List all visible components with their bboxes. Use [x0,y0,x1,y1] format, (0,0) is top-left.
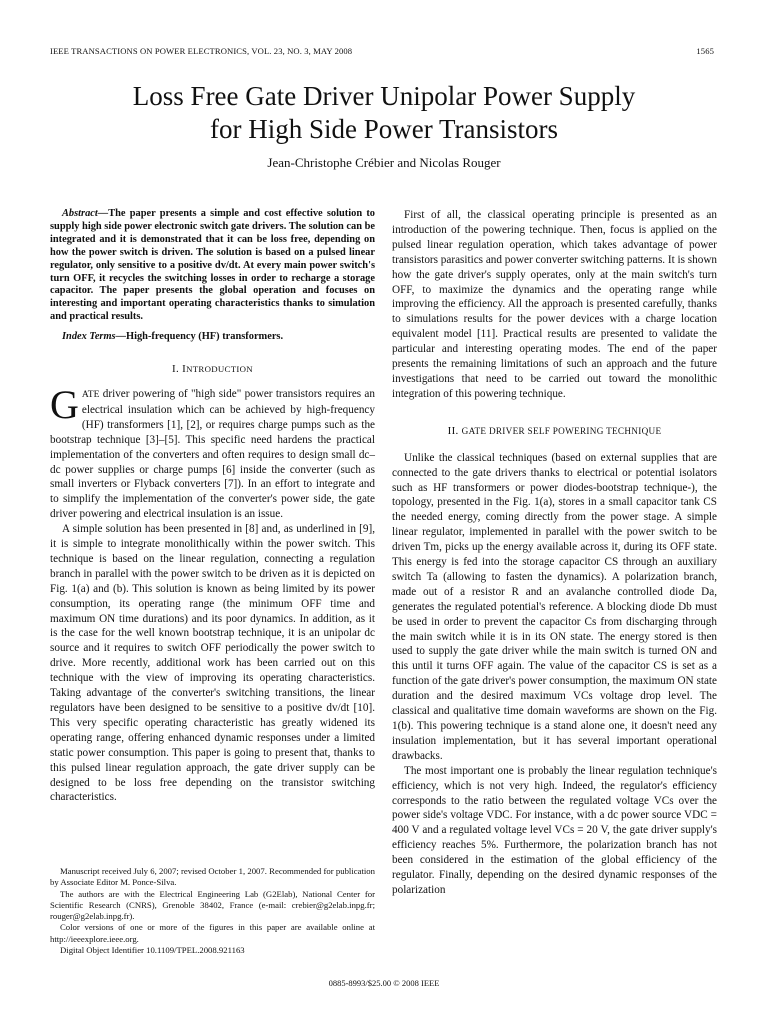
title-line-2: for High Side Power Transistors [209,114,559,144]
right-paragraph-1: First of all, the classical operating principle is presented as an introduction of the powering technique. Then, focus is applied on the pulsed linear regulation operation, which takes advantage of power transistors parasitics and power converter switching patterns. It is shown how the gate driver's supply operates, only at the main switch's turn OFF, to maximize the dynamics and the operating range while improving the efficiency. All the approach is presented carefully, thanks to simulations results for the power devices with a charge location equivalent model [11]. Practical results are presented to validate the particular and interesting operating modes. The end of the paper presents the remaining limitations of such an approach and the future investigations that need to be carried out toward the monolithic integration of this powering technique. [392,209,717,400]
title-line-1: Loss Free Gate Driver Unipolar Power Supply [132,81,636,111]
lead-word: ATE [81,388,100,400]
right-column [392,208,717,898]
section-heading-gate-driver [392,424,717,439]
index-terms [50,331,375,344]
page-number: 1565 [696,46,714,56]
journal-header: IEEE TRANSACTIONS ON POWER ELECTRONICS, VOL. 23, NO. 3, MAY 2008 [50,46,353,56]
paper-title [0,80,768,146]
drop-cap: G [50,381,79,427]
footnote-manuscript: Manuscript received July 6, 2007; revised October 1, 2007. Recommended for publication by Associate Editor M. Ponce-Silva. [50,866,375,888]
author-list: Jean-Christophe Crébier and Nicolas Rouger [267,155,501,170]
index-terms-text: High-frequency (HF) transformers. [126,331,284,343]
section2-title: GATE DRIVER SELF POWERING TECHNIQUE [461,425,662,436]
section-title-rest: NTRODUCTION [186,364,253,375]
footnote-color: Color versions of one or more of the figures in this paper are available online at http://ieeexplore.ieee.org. [50,922,375,944]
intro-paragraph-1-text: driver powering of "high side" power transistors requires an electrical insulation which can be achieved by high-frequency (HF) transformers [1], [2], or requires charge pumps such as the bootstrap technique [3]–[5]. This specific need hardens the practical implementation of the converters and often requires to design small dc–dc power supplies or charge pumps [6] inside the converter (such as small inverters or Flyback converters [7]). In an effort to integrate and to simplify the implementation of the converter's power side, the gate driver powering and electrical insulation is an issue. [50,387,375,521]
abstract-text: The paper presents a simple and cost effective solution to supply high side power electronic switch gate drivers. The solution can be integrated and it is demonstrated that it can be loss free, depending on how the power switch is driven. The solution is based on a pulsed linear regulator, only sensitive to a positive dv/dt. At every main power switch's turn OFF, it recycles the switching losses in order to recharge a storage capacitor. The paper presents the global operation and focuses on interesting and important operating characteristics thanks to simulation and practical results. [50,208,376,323]
left-column [50,208,375,805]
section-title-initial: I [182,363,187,376]
abstract [50,208,375,324]
right-paragraph-2: Unlike the classical techniques (based on external supplies that are connected to the gate drivers thanks to electrical or potential isolators such as HF transformers or power diodes-bootstrap technique-), the topology, presented in the Fig. 1(a), stores in a small capacitor tank CS the needed energy, coming directly from the power stage. A simple linear regulator, implemented in parallel with the power switch to be driven Tm, picks up the energy available across it, during its OFF state. This energy is fed into the storage capacitor CS through an auxiliary switch Ta (allowing to fasten the dynamics). A polarization branch, made out of a resistor R and an avalanche controlled diode Da, generates the regulated potential's reference. A blocking diode Db must be used in order to prevent the capacitor Cs from discharging through the main switch while it is in its ON state. The energy stored is then used to supply the gate driver while the main switch is turned ON and this until it turns OFF again. The value of the capacitor CS is set as a function of the gate driver's power consumption, the maximum ON state duration and the desired maximum VCs voltage drop level. The classical and qualitative time domain waveforms are shown on the Fig. 1(b). This powering technique is a stand alone one, it doesn't need any insulation implementation, but it has several important operational drawbacks. [392,451,717,762]
copyright-footer: 0885-8993/$25.00 © 2008 IEEE [328,978,440,988]
footnote-doi: Digital Object Identifier 10.1109/TPEL.2008.921163 [60,945,245,956]
intro-paragraph-2: A simple solution has been presented in [8] and, as underlined in [9], it is simple to integrate monolithically within the power switch. This technique is based on the linear regulation, connecting a regulation branch in parallel with the power switch to be driven as it is depicted on Fig. 1(a) and (b). This solution is known as being limited by its power consumption, its operating range (the minimum OFF time and maximum ON time durations) and its poor dynamics. In addition, as it is the case for the well known bootstrap technique, it is an unipolar dc source and it requires to switch OFF periodically the power switch to drive. More recently, additional work has been carried out on this technique with the view of improving its operating characteristics. Taking advantage of the converter's switching transitions, the linear regulators have been designed to be sensitive to a positive dv/dt [10]. This very specific operating characteristic has greatly widened its operating range, offering enhanced dynamic responses under a limited static power consumption. This paper is going to present that, thanks to this pulsed linear regulation approach, the gate driver supply can be designed to be loss free depending on the transistor switching characteristics. [50,523,375,804]
section2-number: II. [447,424,459,437]
section-number: I. [172,363,180,376]
index-terms-label: Index Terms— [62,331,126,343]
intro-paragraph-1 [50,381,375,522]
right-paragraph-3: The most important one is probably the linear regulation technique's efficiency, which is not very high. Indeed, the regulator's efficiency corresponds to the ratio between the regulated voltage VCs over the power side's voltage VDC. For instance, with a dc power source VDC = 400 V and a regulated voltage level VCs = 20 V, the gate driver supply's efficiency reaches 5%. Furthermore, the polarization branch has not been considered in the estimation of the global efficiency of the regulator. Finally, depending on the desired dynamic responses of the polarization [392,764,717,896]
section-heading-introduction [50,362,375,377]
footnotes [50,866,375,956]
abstract-label: Abstract— [62,208,109,219]
footnote-affiliation: The authors are with the Electrical Engineering Lab (G2Elab), National Center for Scientific Research (CNRS), Grenoble 38402, France (e-mail: crebier@g2elab.inpg.fr; rouger@g2elab.inpg.fr). [50,888,375,922]
